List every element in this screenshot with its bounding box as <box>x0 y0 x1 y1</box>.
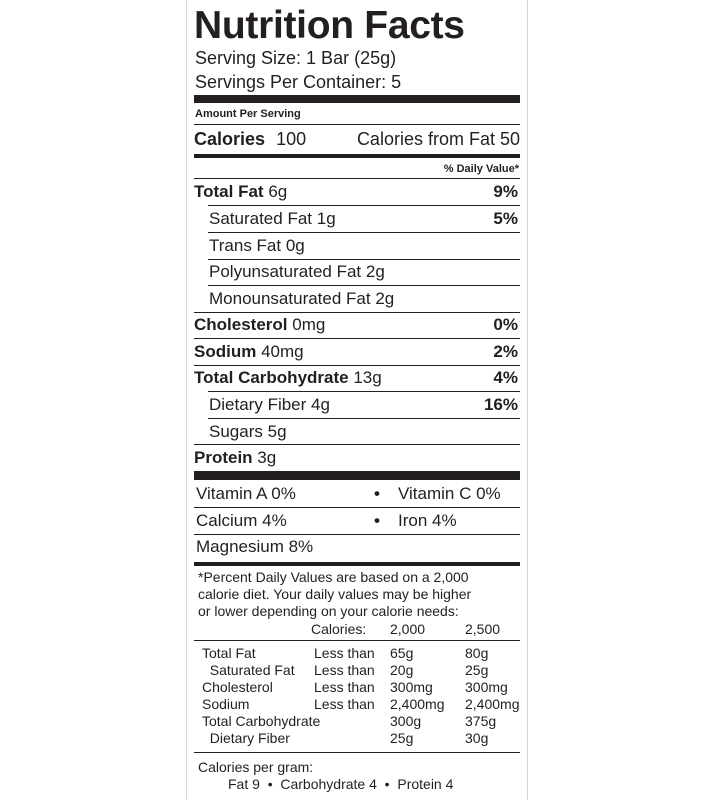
calories-row <box>194 126 520 152</box>
nutrient-amount: 6g <box>268 182 288 201</box>
magnesium: Magnesium 8% <box>196 537 314 556</box>
nutrient-name: Total Fat <box>194 182 264 201</box>
nutrient-dv: 5% <box>493 209 518 228</box>
nutrient-dv: 16% <box>483 395 518 414</box>
table-row-2000: 300g <box>390 713 422 729</box>
magnesium-row <box>194 534 520 560</box>
table-row-qualifier: Less than <box>314 696 375 712</box>
serving-size: Serving Size: 1 Bar (25g) <box>195 48 397 68</box>
nutrient-row-total-carbohydrate <box>194 365 520 391</box>
nutrient-amount: 2g <box>375 289 395 308</box>
nutrient-dv: 0% <box>493 315 518 334</box>
nutrient-row-saturated-fat <box>194 206 520 232</box>
table-row-2500: 300mg <box>465 679 508 695</box>
calories-label: Calories <box>194 129 266 149</box>
table-header-2500: 2,500 <box>465 621 501 637</box>
nutrient-row-cholesterol <box>194 312 520 338</box>
nutrient-name: Polyunsaturated Fat <box>209 262 362 281</box>
nutrition-label <box>186 0 528 800</box>
table-row-qualifier: Less than <box>314 645 375 661</box>
table-row-2000: 300mg <box>390 679 433 695</box>
amount-per-serving: Amount Per Serving <box>195 108 301 120</box>
nutrient-row-sodium <box>194 339 520 365</box>
table-row-name: Dietary Fiber <box>202 730 290 746</box>
table-row-name: Total Carbohydrate <box>202 713 321 729</box>
daily-value-header: % Daily Value* <box>443 163 519 175</box>
nutrient-amount: 40mg <box>261 342 304 361</box>
table-row-2500: 25g <box>465 662 489 678</box>
nutrient-name: Total Carbohydrate <box>194 368 349 387</box>
table-row-name: Cholesterol <box>202 679 273 695</box>
thick-divider <box>194 471 520 480</box>
table-row-2000: 25g <box>390 730 414 746</box>
nutrient-row-polyunsaturated-fat <box>194 259 520 285</box>
table-row-2500: 375g <box>465 713 497 729</box>
nutrient-row-monounsaturated-fat <box>194 286 520 312</box>
nutrient-amount: 0g <box>285 236 305 255</box>
nutrient-name: Cholesterol <box>194 315 288 334</box>
footnote-line-1: *Percent Daily Values are based on a 2,000 <box>198 569 469 585</box>
nutrient-amount: 2g <box>365 262 385 281</box>
table-header-label: Calories: <box>311 621 367 637</box>
bullet: • <box>267 776 273 792</box>
calcium: Calcium 4% <box>196 511 287 530</box>
nutrient-row-total-fat <box>194 179 520 205</box>
nutrient-name: Dietary Fiber <box>209 395 307 414</box>
divider <box>194 124 520 125</box>
nutrient-dv: 4% <box>493 368 518 387</box>
bullet: • <box>374 511 380 530</box>
nutrient-row-dietary-fiber <box>194 392 520 418</box>
footnote-line-2: calorie diet. Your daily values may be higher <box>198 586 472 602</box>
table-row-2000: 2,400mg <box>390 696 445 712</box>
bullet: • <box>384 776 390 792</box>
medium-divider <box>194 562 520 566</box>
nutrient-row-trans-fat <box>194 233 520 259</box>
protein-per-gram: Protein 4 <box>397 776 454 792</box>
divider <box>194 640 520 641</box>
table-row-2500: 80g <box>465 645 489 661</box>
label-title: Nutrition Facts <box>194 4 465 47</box>
calories-per-gram-label: Calories per gram: <box>198 759 314 775</box>
table-row-qualifier: Less than <box>314 679 375 695</box>
table-row-2000: 65g <box>390 645 414 661</box>
nutrient-amount: 0mg <box>292 315 326 334</box>
table-header-2000: 2,000 <box>390 621 426 637</box>
carb-per-gram: Carbohydrate 4 <box>280 776 377 792</box>
table-row-name: Total Fat <box>202 645 256 661</box>
nutrient-row-sugars <box>194 419 520 445</box>
nutrient-amount: 13g <box>353 368 382 387</box>
nutrient-name: Sugars <box>209 422 263 441</box>
calories-from-fat: Calories from Fat 50 <box>356 129 520 149</box>
mineral-row <box>194 508 520 534</box>
table-row-qualifier: Less than <box>314 662 375 678</box>
calories-per-gram-values <box>228 776 453 793</box>
table-row-2000: 20g <box>390 662 414 678</box>
bullet: • <box>374 484 380 503</box>
nutrient-name: Trans Fat <box>209 236 282 255</box>
nutrient-amount: 1g <box>316 209 336 228</box>
iron: Iron 4% <box>398 511 457 530</box>
nutrient-name: Monounsaturated Fat <box>209 289 371 308</box>
vitamin-row <box>194 481 520 507</box>
footnote-line-3: or lower depending on your calorie needs: <box>198 603 459 619</box>
nutrient-amount: 5g <box>267 422 287 441</box>
divider <box>194 752 520 753</box>
nutrient-name: Saturated Fat <box>209 209 313 228</box>
fat-per-gram: Fat 9 <box>228 776 260 792</box>
table-row-2500: 30g <box>465 730 489 746</box>
nutrient-dv: 2% <box>493 342 518 361</box>
vitamin-a: Vitamin A 0% <box>196 484 296 503</box>
vitamin-c: Vitamin C 0% <box>398 484 501 503</box>
thick-divider <box>194 95 520 103</box>
table-row-name: Sodium <box>202 696 250 712</box>
nutrient-dv: 9% <box>493 182 518 201</box>
table-row-name: Saturated Fat <box>202 662 295 678</box>
nutrient-row-protein <box>194 445 520 471</box>
nutrient-name: Protein <box>194 448 253 467</box>
servings-per-container: Servings Per Container: 5 <box>195 72 402 92</box>
nutrient-amount: 3g <box>257 448 277 467</box>
nutrient-amount: 4g <box>311 395 330 414</box>
nutrient-name: Sodium <box>194 342 257 361</box>
medium-divider <box>194 154 520 158</box>
calories-value: 100 <box>276 129 307 149</box>
table-row-2500: 2,400mg <box>465 696 520 712</box>
